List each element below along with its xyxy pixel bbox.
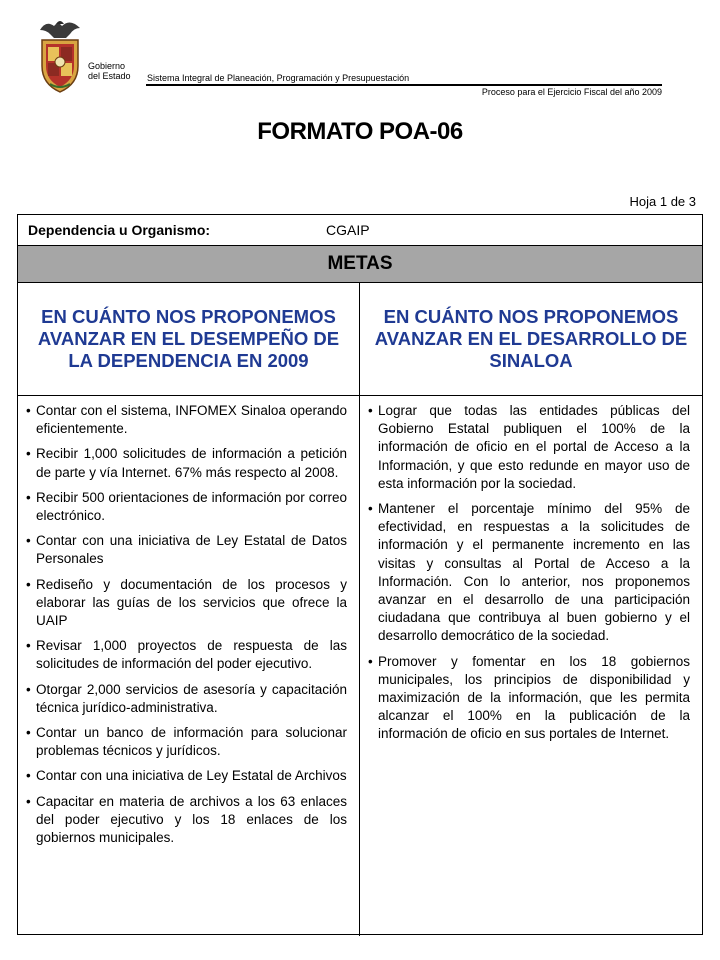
column-heading-performance: EN CUÁNTO NOS PROPONEMOS AVANZAR EN EL DESEMPEÑO DE LA DEPENDENCIA EN 2009	[18, 283, 360, 395]
list-item: • Revisar 1,000 proyectos de respuesta de las solicitudes de información del poder ejecutivo.	[26, 637, 347, 673]
list-item: • Promover y fomentar en los 18 gobiernos municipales, los principios de disponibilidad y maximización de la información, que les permita alcanzar el 100% en la publicación de la información de oficio en sus portales de Internet.	[368, 653, 690, 744]
list-item: • Contar con una iniciativa de Ley Estatal de Archivos	[26, 767, 347, 785]
goals-table	[17, 214, 703, 935]
gobierno-line-2: del Estado	[88, 71, 131, 81]
list-item: • Rediseño y documentación de los procesos y elaborar las guías de los servicios que ofrece la UAIP	[26, 576, 347, 631]
list-item: • Recibir 1,000 solicitudes de información a petición de parte y vía Internet. 67% más respecto al 2008.	[26, 445, 347, 481]
dependency-value: CGAIP	[326, 222, 370, 238]
state-seal-icon	[36, 18, 84, 96]
page-indicator: Hoja 1 de 3	[629, 194, 696, 209]
list-item: • Contar con el sistema, INFOMEX Sinaloa operando eficientemente.	[26, 402, 347, 438]
column-heading-development: EN CUÁNTO NOS PROPONEMOS AVANZAR EN EL DESARROLLO DE SINALOA	[374, 306, 688, 371]
list-item: • Lograr que todas las entidades públicas del Gobierno Estatal publiquen el 100% de la información de oficio en el portal de Acceso a la Información, y que esto redunde en mayor uso de esta información por la sociedad.	[368, 402, 690, 493]
list-item: • Contar con una iniciativa de Ley Estatal de Datos Personales	[26, 532, 347, 568]
performance-goals-column	[18, 396, 360, 936]
list-item: • Capacitar en materia de archivos a los 63 enlaces del poder ejecutivo y los 18 enlaces de los gobiernos municipales.	[26, 793, 347, 848]
system-name: Sistema Integral de Planeación, Programación y Presupuestación	[147, 73, 410, 83]
section-title: METAS	[18, 246, 702, 283]
header-divider	[146, 84, 662, 86]
state-government-label	[88, 61, 131, 81]
performance-goals-list	[26, 402, 347, 847]
list-item: • Otorgar 2,000 servicios de asesoría y capacitación técnica jurídico-administrativa.	[26, 681, 347, 717]
column-headings	[18, 283, 702, 396]
development-goals-column	[360, 396, 702, 936]
dependency-label: Dependencia u Organismo:	[28, 222, 211, 238]
fiscal-process-line: Proceso para el Ejercicio Fiscal del año 2009	[481, 87, 662, 97]
page-title: FORMATO POA-06	[257, 118, 463, 145]
goals-columns	[18, 396, 702, 936]
dependency-row	[18, 215, 702, 246]
list-item: • Contar un banco de información para solucionar problemas técnicos y jurídicos.	[26, 724, 347, 760]
list-item: • Recibir 500 orientaciones de información por correo electrónico.	[26, 489, 347, 525]
development-goals-list	[368, 402, 690, 744]
gobierno-line-1: Gobierno	[88, 61, 126, 71]
list-item: • Mantener el porcentaje mínimo del 95% de efectividad, en respuestas a la solicitudes de información y el permanente incremento en las visitas y consultas al Portal de Acceso a la Información. Con lo anterior, nos proponemos avanzar en el desarrollo de una participación ciudadana que contribuya al buen gobierno y el desarrollo democrático de la sociedad.	[368, 500, 690, 646]
